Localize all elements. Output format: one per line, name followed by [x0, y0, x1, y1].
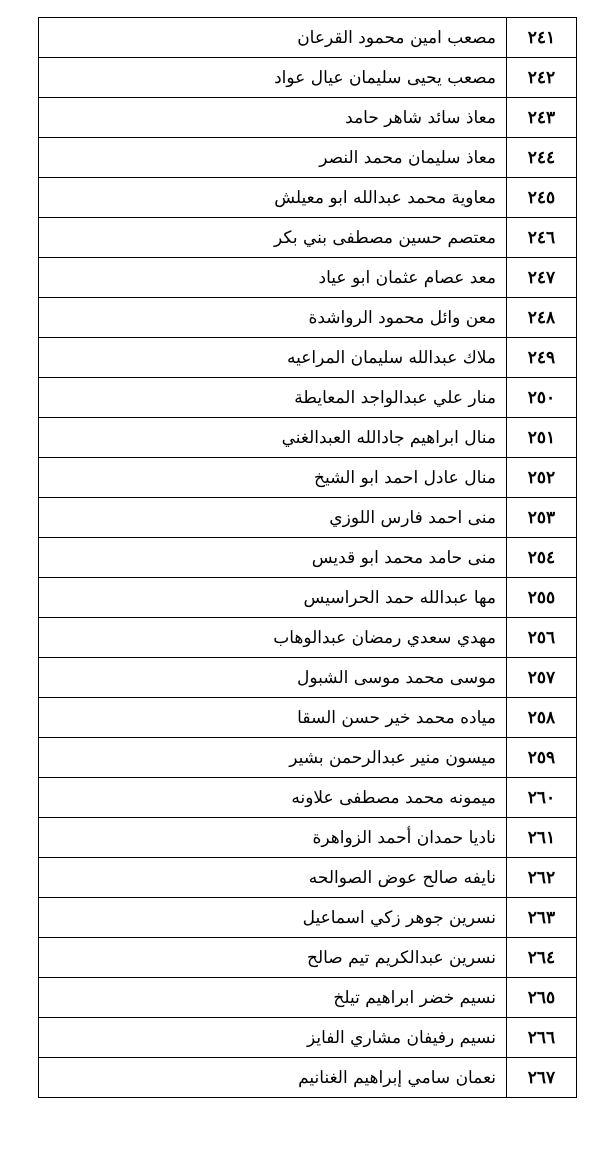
person-name: مصعب امين محمود القرعان: [39, 18, 507, 58]
row-number: ٢٦٠: [507, 778, 577, 818]
table-row: [39, 698, 577, 738]
row-number: ٢٤٤: [507, 138, 577, 178]
table-row: [39, 738, 577, 778]
table-row: [39, 218, 577, 258]
table-row: [39, 818, 577, 858]
person-name: نسيم خضر ابراهيم تيلخ: [39, 978, 507, 1018]
row-number: ٢٥٦: [507, 618, 577, 658]
person-name: معاذ سليمان محمد النصر: [39, 138, 507, 178]
person-name: نسرين عبدالكريم تيم صالح: [39, 938, 507, 978]
row-number: ٢٥٥: [507, 578, 577, 618]
person-name: مصعب يحيى سليمان عيال عواد: [39, 58, 507, 98]
person-name: موسى محمد موسى الشبول: [39, 658, 507, 698]
row-number: ٢٦٦: [507, 1018, 577, 1058]
person-name: منال عادل احمد ابو الشيخ: [39, 458, 507, 498]
person-name: معاوية محمد عبدالله ابو معيلش: [39, 178, 507, 218]
row-number: ٢٥٠: [507, 378, 577, 418]
row-number: ٢٥٣: [507, 498, 577, 538]
person-name: منى حامد محمد ابو قديس: [39, 538, 507, 578]
row-number: ٢٥٩: [507, 738, 577, 778]
table-row: [39, 618, 577, 658]
names-table: [38, 17, 577, 1098]
row-number: ٢٤٥: [507, 178, 577, 218]
row-number: ٢٤١: [507, 18, 577, 58]
table-row: [39, 898, 577, 938]
person-name: منى احمد فارس اللوزي: [39, 498, 507, 538]
person-name: نعمان سامي إبراهيم الغنانيم: [39, 1058, 507, 1098]
table-row: [39, 978, 577, 1018]
person-name: مهدي سعدي رمضان عبدالوهاب: [39, 618, 507, 658]
person-name: ملاك عبدالله سليمان المراعيه: [39, 338, 507, 378]
row-number: ٢٤٨: [507, 298, 577, 338]
person-name: مها عبدالله حمد الحراسيس: [39, 578, 507, 618]
row-number: ٢٥٧: [507, 658, 577, 698]
table-row: [39, 938, 577, 978]
table-row: [39, 378, 577, 418]
table-row: [39, 18, 577, 58]
person-name: نسيم رفيفان مشاري الفايز: [39, 1018, 507, 1058]
person-name: نسرين جوهر زكي اسماعيل: [39, 898, 507, 938]
table-row: [39, 178, 577, 218]
row-number: ٢٥١: [507, 418, 577, 458]
row-number: ٢٦٢: [507, 858, 577, 898]
row-number: ٢٥٢: [507, 458, 577, 498]
row-number: ٢٦١: [507, 818, 577, 858]
row-number: ٢٦٥: [507, 978, 577, 1018]
table-row: [39, 538, 577, 578]
table-row: [39, 1018, 577, 1058]
person-name: معاذ سائد شاهر حامد: [39, 98, 507, 138]
row-number: ٢٥٨: [507, 698, 577, 738]
table-row: [39, 138, 577, 178]
table-row: [39, 1058, 577, 1098]
table-row: [39, 458, 577, 498]
person-name: منار علي عبدالواجد المعايطة: [39, 378, 507, 418]
person-name: معد عصام عثمان ابو عياد: [39, 258, 507, 298]
row-number: ٢٦٧: [507, 1058, 577, 1098]
table-row: [39, 858, 577, 898]
row-number: ٢٤٣: [507, 98, 577, 138]
row-number: ٢٦٣: [507, 898, 577, 938]
table-row: [39, 58, 577, 98]
table-row: [39, 338, 577, 378]
person-name: ميسون منير عبدالرحمن بشير: [39, 738, 507, 778]
row-number: ٢٤٩: [507, 338, 577, 378]
person-name: ميمونه محمد مصطفى علاونه: [39, 778, 507, 818]
table-row: [39, 658, 577, 698]
person-name: منال ابراهيم جادالله العبدالغني: [39, 418, 507, 458]
row-number: ٢٥٤: [507, 538, 577, 578]
table-row: [39, 778, 577, 818]
person-name: نايفه صالح عوض الصوالحه: [39, 858, 507, 898]
row-number: ٢٤٦: [507, 218, 577, 258]
table-row: [39, 98, 577, 138]
person-name: معتصم حسين مصطفى بني بكر: [39, 218, 507, 258]
table-row: [39, 298, 577, 338]
table-body: [39, 18, 577, 1098]
row-number: ٢٤٢: [507, 58, 577, 98]
person-name: معن وائل محمود الرواشدة: [39, 298, 507, 338]
row-number: ٢٦٤: [507, 938, 577, 978]
person-name: مياده محمد خير حسن السقا: [39, 698, 507, 738]
person-name: ناديا حمدان أحمد الزواهرة: [39, 818, 507, 858]
table-row: [39, 498, 577, 538]
table-row: [39, 578, 577, 618]
row-number: ٢٤٧: [507, 258, 577, 298]
table-row: [39, 258, 577, 298]
table-row: [39, 418, 577, 458]
